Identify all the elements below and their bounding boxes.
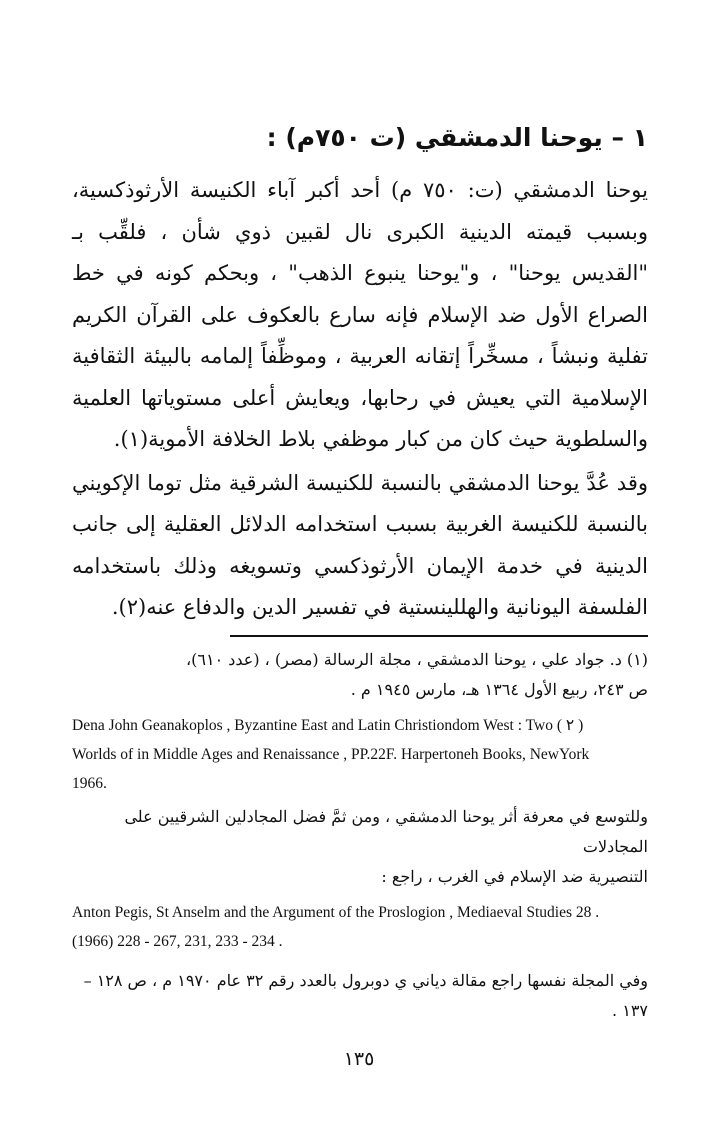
page-number: ١٣٥ [343, 1048, 375, 1070]
body-paragraph-2: وقد عُدَّ يوحنا الدمشقي بالنسبة للكنيسة الشرقية مثل توما الإكويني بالنسبة للكنيسة الغربية بسبب استخدامه الدلائل العقلية إلى جانب الدينية في خدمة الإيمان الأرثوذكسي وتسويغه وذلك باستخدامه الفلسفة اليونانية والهللينستية في تفسير الدين والدفاع عنه(٢). [72, 470, 648, 619]
footnote-2-en-line-3: 1966. [72, 774, 107, 792]
footnote-2-ar-line-3: وفي المجلة نفسها راجع مقالة دياني ي دوبرول بالعدد رقم ٣٢ عام ١٩٧٠ م ، ص ١٢٨ – ١٣٧ . [83, 970, 648, 1020]
body-paragraph-1: يوحنا الدمشقي (ت: ٧٥٠ م) أحد أكبر آباء الكنيسة الأرثوذكسية، وبسبب قيمته الدينية الكبرى نال لقبين ذوي شأن ، فلقِّب بـ "القديس يوحنا" ، و"يوحنا ينبوع الذهب" ، وبحكم كونه في خط الصراع الأول ضد الإسلام فإنه سارع بالعكوف على القرآن الكريم تفلية ونبشاً ، مسخِّراً إتقانه العربية ، وموظِّفاً إلمامه بالبيئة الثقافية الإسلامية التي يعيش في رحابها، ويعايش أعلى مستوياتها العلمية والسلطوية حيث كان من كبار موظفي بلاط الخلافة الأموية(١). [72, 178, 648, 451]
footnote-2-english-ref [72, 711, 648, 798]
footnote-2-arabic-note-2 [72, 966, 648, 1026]
footnote-1-line-2: ص ٢٤٣، ربيع الأول ١٣٦٤ هـ، مارس ١٩٤٥ م . [350, 679, 648, 699]
footnote-2-english-ref-2 [72, 898, 648, 956]
footnote-2-en-line-5: (1966) 228 - 267, 231, 233 - 234 . [72, 932, 283, 950]
footnote-2-en-line-1: Dena John Geanakoplos , Byzantine East and Latin Christiondom West : Two ( ٢ ) [72, 716, 584, 734]
page-content [72, 118, 648, 1032]
footnote-separator [230, 635, 648, 637]
footnote-2-ar-line-1: وللتوسع في معرفة أثر يوحنا الدمشقي ، ومن ثمَّ فضل المجادلين الشرقيين على المجادلات [124, 806, 648, 856]
footnotes [72, 645, 648, 1026]
footnote-1-line-1: (١) د. جواد علي ، يوحنا الدمشقي ، مجلة الرسالة (مصر) ، (عدد ٦١٠)، [185, 649, 648, 669]
footnote-2-ar-line-2: التنصيرية ضد الإسلام في الغرب ، راجع : [381, 866, 648, 886]
footnote-2-en-line-2: Worlds of in Middle Ages and Renaissance , PP.22F. Harpertoneh Books, NewYork [72, 745, 590, 763]
footnote-1 [72, 645, 648, 705]
footnote-2-en-line-4: Anton Pegis, St Anselm and the Argument of the Proslogion , Mediaeval Studies 28 . [72, 903, 600, 921]
footnote-2-arabic-note [72, 802, 648, 892]
section-heading: ١ – يوحنا الدمشقي (ت ٧٥٠م) : [266, 123, 648, 152]
